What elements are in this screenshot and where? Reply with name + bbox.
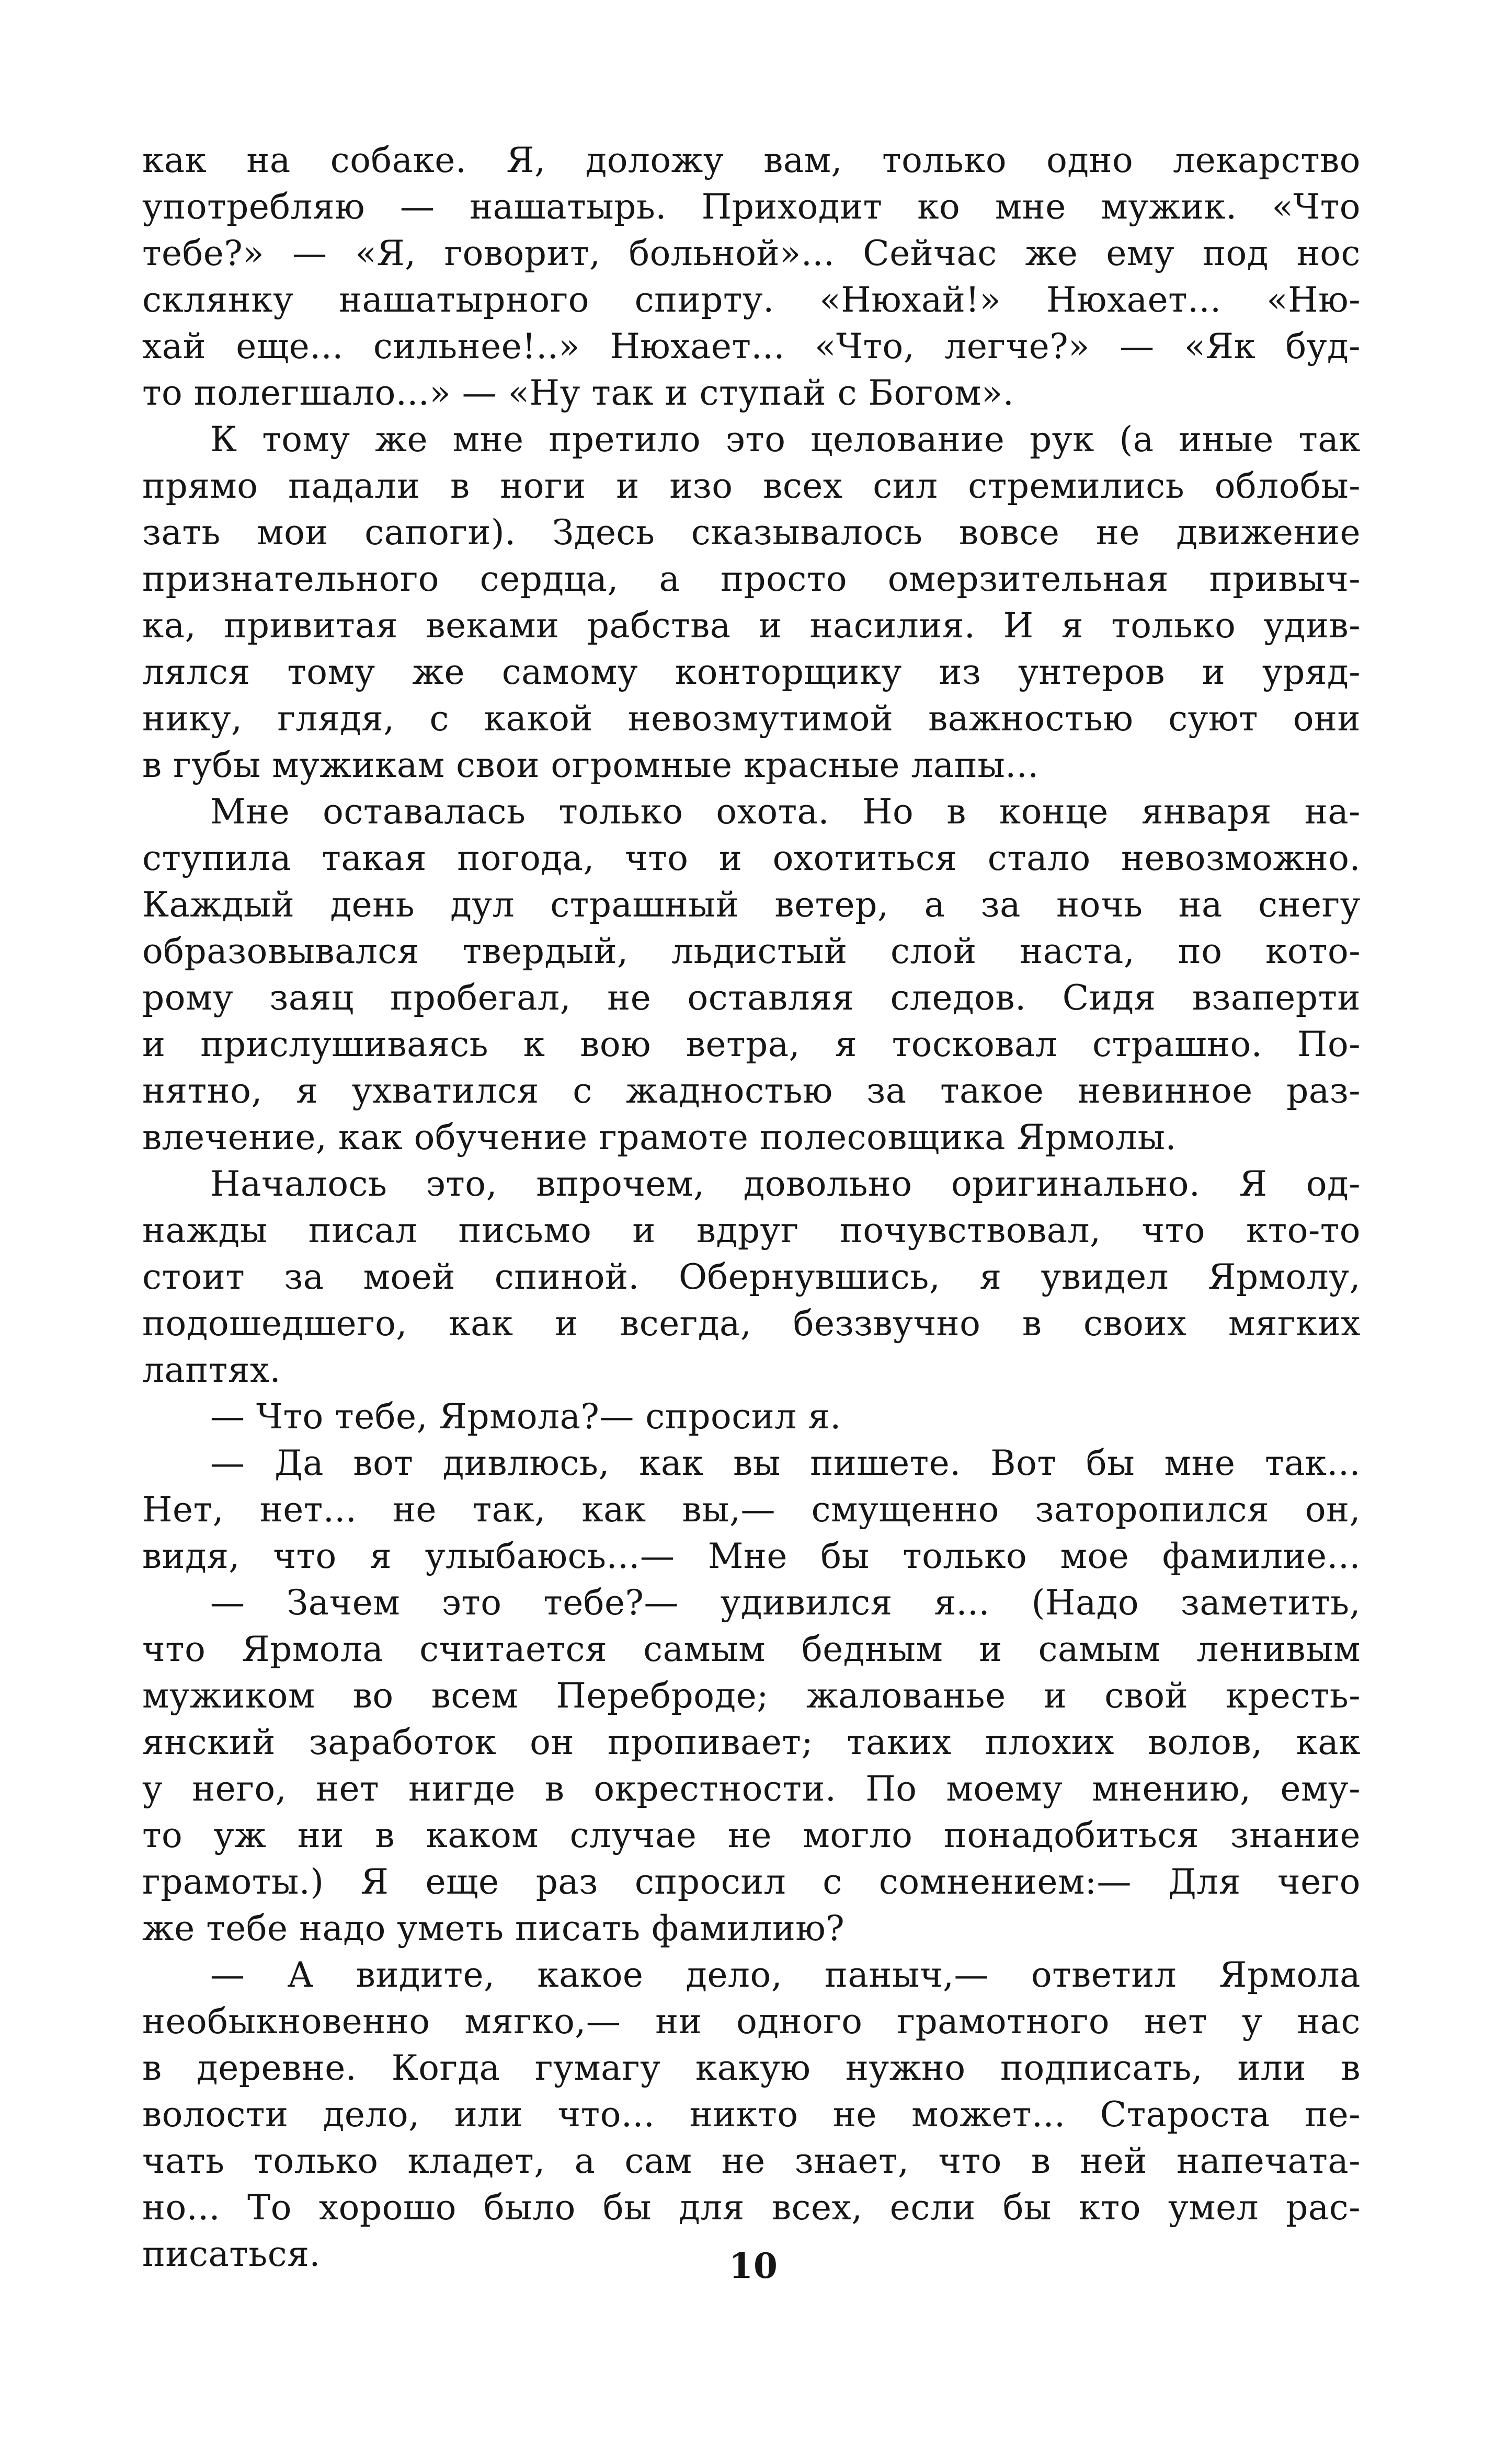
text-line: необыкновенно мягко,— ни одного грамотного нет у нас (142, 2001, 1361, 2042)
text-line: и прислушиваясь к вою ветра, я тосковал страшно. По- (142, 1024, 1361, 1064)
text-line: — Зачем это тебе?— удивился я... (Надо заметить, (210, 1583, 1361, 1623)
text-line: образовывался твердый, льдистый слой наста, по кото- (142, 931, 1361, 971)
text-line: — Что тебе, Ярмола?— спросил я. (210, 1396, 841, 1437)
text-line: что Ярмола считается самым бедным и самым ленивым (142, 1629, 1361, 1669)
text-line: волости дело, или что... никто не может... Староста пе- (142, 2094, 1361, 2135)
text-line: в деревне. Когда гумагу какую нужно подписать, или в (142, 2048, 1361, 2088)
text-line: зать мои сапоги). Здесь сказывалось вовсе не движение (142, 512, 1361, 553)
page-number: 10 (729, 2245, 778, 2286)
body-text (142, 137, 1361, 2277)
text-line: — Да вот дивлюсь, как вы пишете. Вот бы мне так... (210, 1443, 1361, 1483)
text-line: янский заработок он пропивает; таких плохих волов, как (142, 1722, 1361, 1762)
text-line: нажды писал письмо и вдруг почувствовал, что кто-то (142, 1210, 1361, 1251)
text-line: К тому же мне претило это целование рук (а иные так (210, 419, 1361, 460)
text-line: грамоты.) Я еще раз спросил с сомнением:— Для чего (142, 1862, 1361, 1902)
text-line: употребляю — нашатырь. Приходит ко мне мужик. «Что (142, 187, 1361, 227)
text-line: же тебе надо уметь писать фамилию? (142, 1908, 845, 1949)
text-line: прямо падали в ноги и изо всех сил стремились облобы- (142, 466, 1361, 506)
text-line: то полегшало...» — «Ну так и ступай с Богом». (142, 373, 1014, 413)
text-line: влечение, как обучение грамоте полесовщика Ярмолы. (142, 1117, 1177, 1157)
text-line: как на собаке. Я, доложу вам, только одно лекарство (142, 140, 1361, 180)
text-line: стоит за моей спиной. Обернувшись, я увидел Ярмолу, (142, 1257, 1361, 1297)
text-line: чать только кладет, а сам не знает, что в ней напечата- (142, 2141, 1361, 2181)
text-line: ка, привитая веками рабства и насилия. И я только удив- (142, 605, 1361, 646)
text-line: у него, нет нигде в окрестности. По моему мнению, ему- (142, 1769, 1361, 1809)
text-line: Каждый день дул страшный ветер, а за ночь на снегу (142, 885, 1361, 925)
text-line: лаптях. (142, 1350, 281, 1390)
text-line: но... То хорошо было бы для всех, если бы кто умел рас- (142, 2187, 1361, 2228)
text-line: писаться. (142, 2234, 321, 2274)
text-line: ступила такая погода, что и охотиться стало невозможно. (142, 838, 1361, 878)
text-line: тебе?» — «Я, говорит, больной»... Сейчас же ему под нос (142, 233, 1361, 273)
text-line: видя, что я улыбаюсь...— Мне бы только мое фамилие... (142, 1536, 1361, 1576)
text-line: Нет, нет... не так, как вы,— смущенно заторопился он, (142, 1489, 1361, 1530)
text-line: подошедшего, как и всегда, беззвучно в своих мягких (142, 1303, 1361, 1344)
text-line: признательного сердца, а просто омерзительная привыч- (142, 559, 1361, 599)
text-line: хай еще... сильнее!..» Нюхает... «Что, легче?» — «Як буд- (142, 326, 1361, 366)
text-line: нику, глядя, с какой невозмутимой важностью суют они (142, 698, 1361, 739)
text-line: — А видите, какое дело, паныч,— ответил Ярмола (210, 1955, 1361, 1995)
text-line: склянку нашатырного спирту. «Нюхай!» Нюхает... «Ню- (142, 280, 1361, 320)
text-line: нятно, я ухватился с жадностью за такое невинное раз- (142, 1071, 1361, 1111)
text-line: Началось это, впрочем, довольно оригинально. Я од- (210, 1164, 1361, 1204)
text-line: мужиком во всем Переброде; жалованье и свой кресть- (142, 1676, 1361, 1716)
text-line: Мне оставалась только охота. Но в конце января на- (210, 792, 1361, 832)
text-line: лялся тому же самому конторщику из унтеров и уряд- (142, 652, 1361, 692)
text-line: то уж ни в каком случае не могло понадобиться знание (142, 1815, 1361, 1855)
text-line: в губы мужикам свои огромные красные лапы... (142, 745, 1039, 785)
text-line: рому заяц пробегал, не оставляя следов. Сидя взаперти (142, 978, 1361, 1018)
